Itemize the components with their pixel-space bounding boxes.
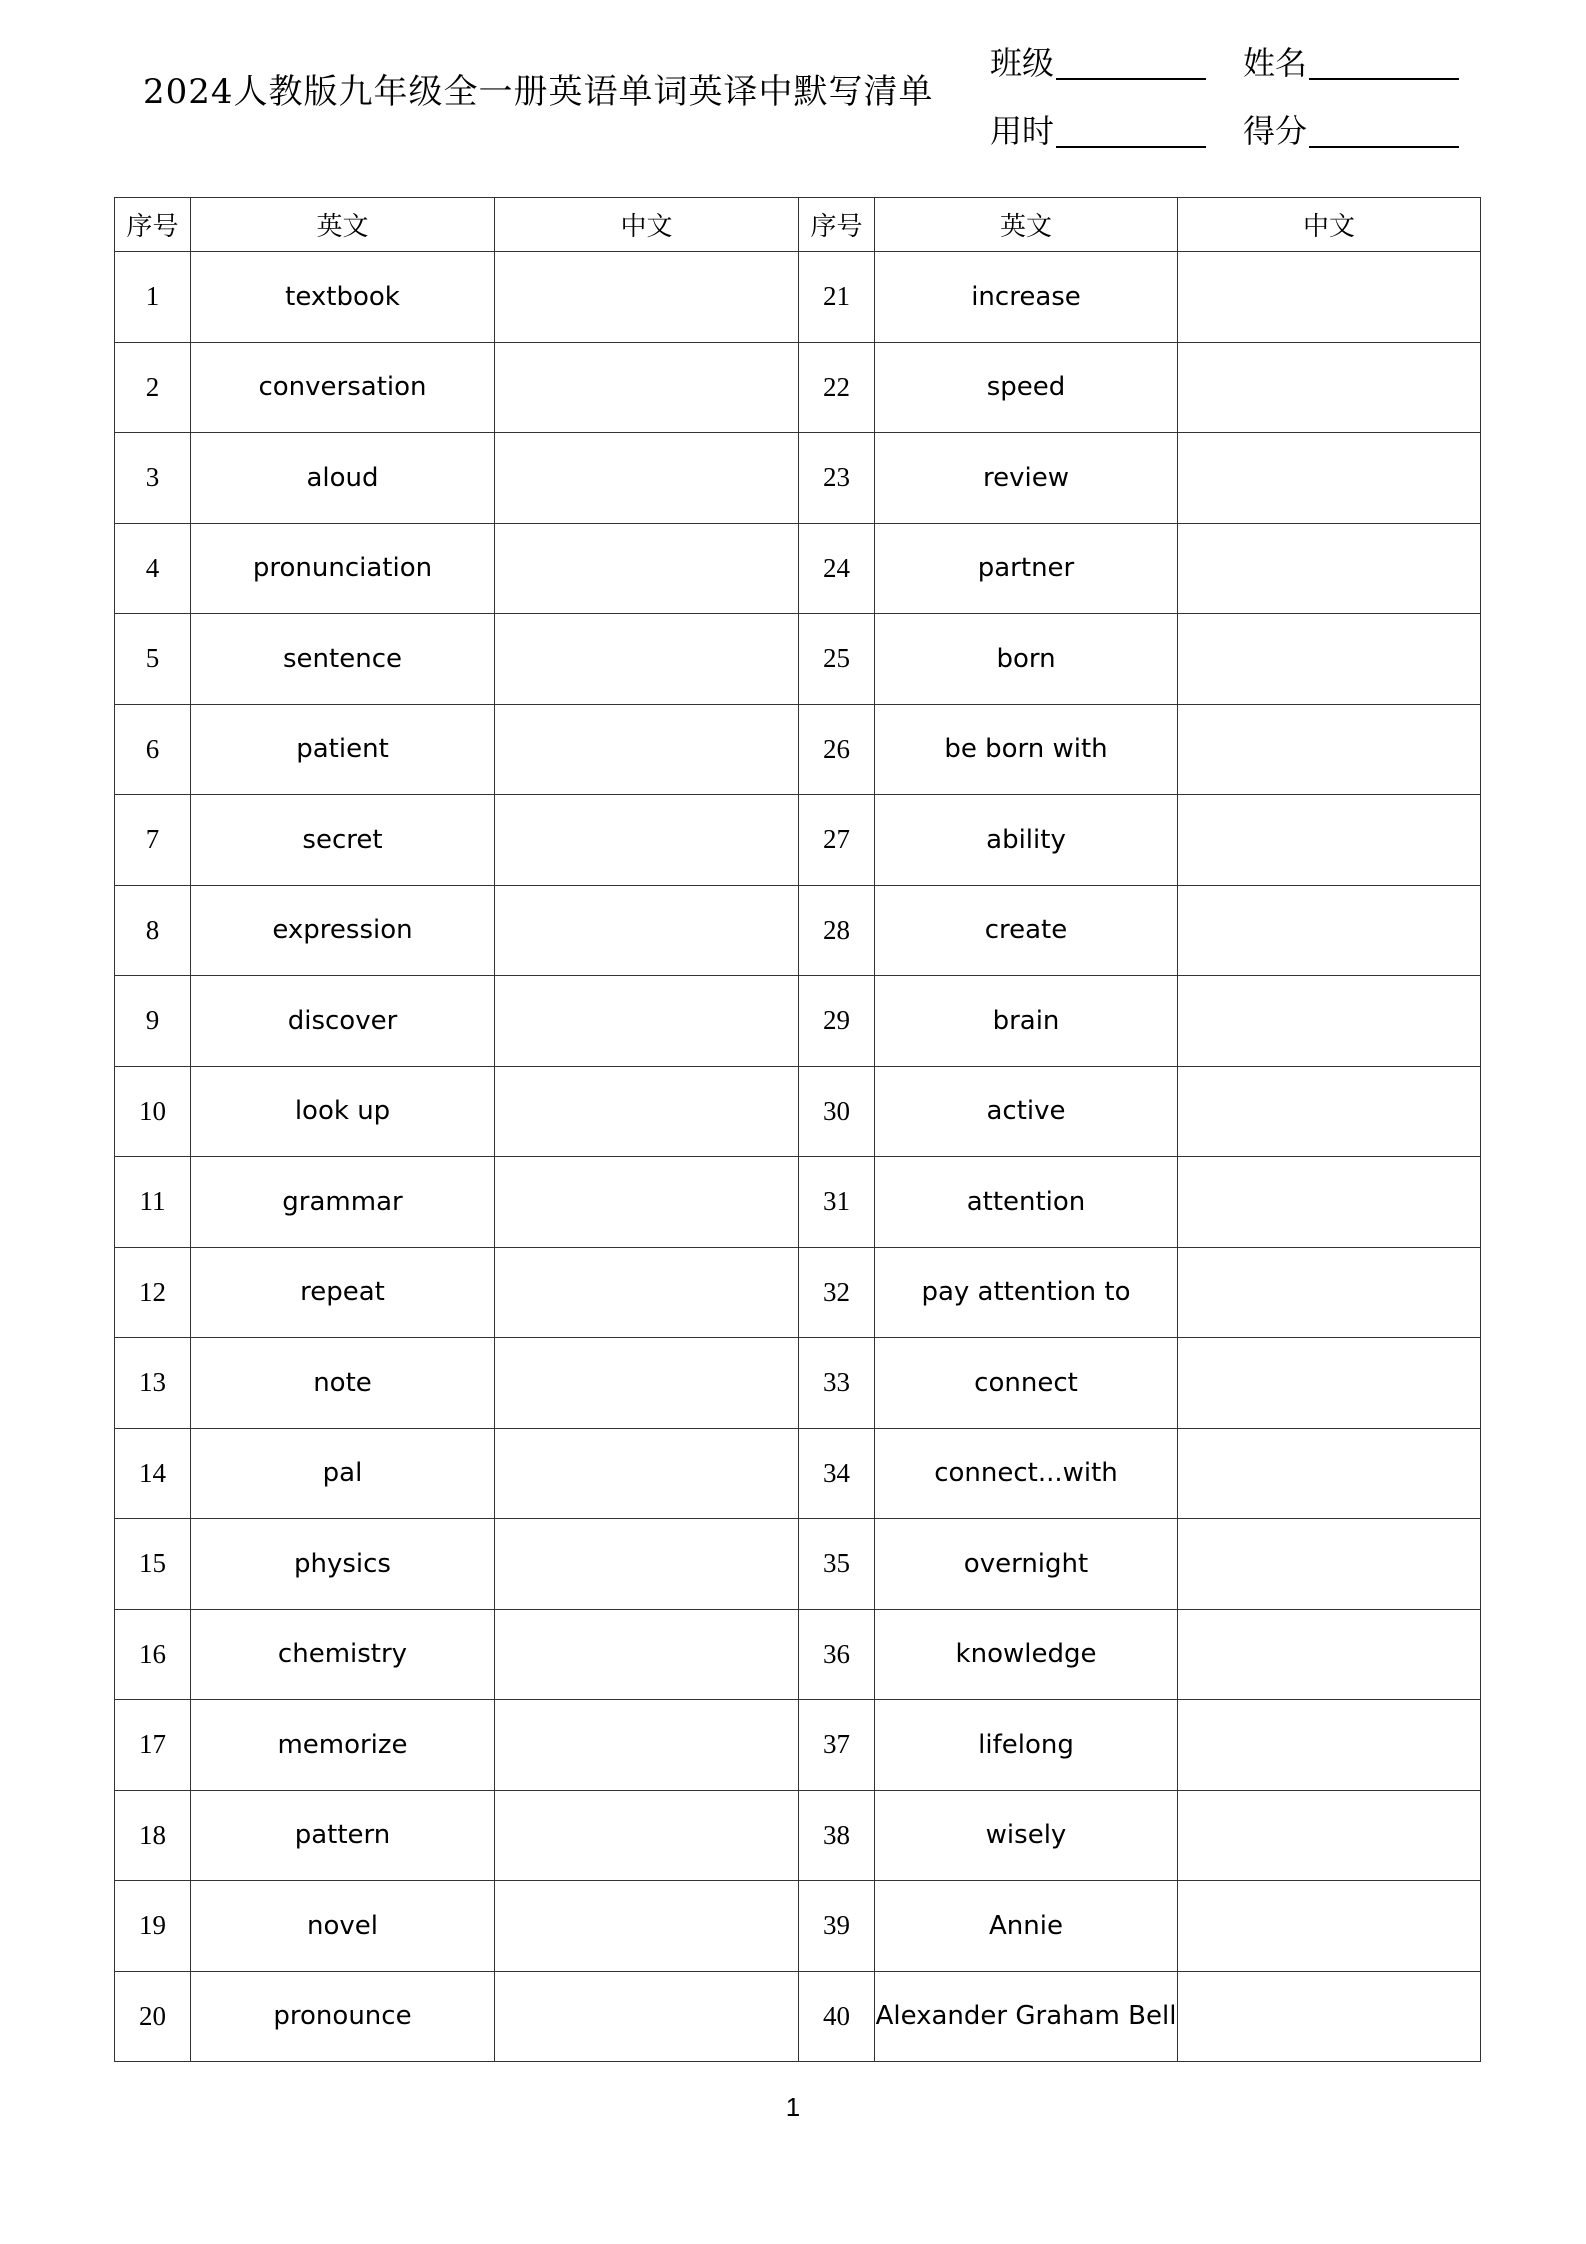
english-word: look up xyxy=(191,1066,495,1157)
table-row xyxy=(115,342,1481,433)
english-word: pronounce xyxy=(191,1971,495,2062)
row-number: 10 xyxy=(115,1066,191,1157)
table-row xyxy=(115,1971,1481,2062)
table-row xyxy=(115,1790,1481,1881)
english-word: create xyxy=(875,885,1178,976)
english-word: born xyxy=(875,614,1178,705)
english-word: brain xyxy=(875,976,1178,1067)
row-number: 20 xyxy=(115,1971,191,2062)
chinese-answer-cell[interactable] xyxy=(1178,252,1481,343)
english-word: knowledge xyxy=(875,1609,1178,1700)
chinese-answer-cell[interactable] xyxy=(495,976,799,1067)
table-row xyxy=(115,1338,1481,1429)
row-number: 5 xyxy=(115,614,191,705)
english-word: grammar xyxy=(191,1157,495,1248)
column-header-chinese: 中文 xyxy=(495,198,799,252)
row-number: 35 xyxy=(799,1519,875,1610)
chinese-answer-cell[interactable] xyxy=(495,1519,799,1610)
chinese-answer-cell[interactable] xyxy=(1178,1066,1481,1157)
english-word: pal xyxy=(191,1428,495,1519)
english-word: note xyxy=(191,1338,495,1429)
chinese-answer-cell[interactable] xyxy=(1178,433,1481,524)
row-number: 2 xyxy=(115,342,191,433)
chinese-answer-cell[interactable] xyxy=(495,1247,799,1338)
row-number: 36 xyxy=(799,1609,875,1700)
english-word: memorize xyxy=(191,1700,495,1791)
table-row xyxy=(115,252,1481,343)
class-blank[interactable] xyxy=(1056,48,1206,80)
chinese-answer-cell[interactable] xyxy=(1178,1971,1481,2062)
row-number: 33 xyxy=(799,1338,875,1429)
chinese-answer-cell[interactable] xyxy=(1178,1157,1481,1248)
english-word: patient xyxy=(191,704,495,795)
row-number: 38 xyxy=(799,1790,875,1881)
english-word: physics xyxy=(191,1519,495,1610)
score-blank[interactable] xyxy=(1309,116,1459,148)
chinese-answer-cell[interactable] xyxy=(495,252,799,343)
row-number: 7 xyxy=(115,795,191,886)
english-word: connect xyxy=(875,1338,1178,1429)
chinese-answer-cell[interactable] xyxy=(495,433,799,524)
table-row xyxy=(115,1700,1481,1791)
table-row xyxy=(115,1881,1481,1972)
chinese-answer-cell[interactable] xyxy=(1178,1700,1481,1791)
english-word: Annie xyxy=(875,1881,1178,1972)
name-blank[interactable] xyxy=(1309,48,1459,80)
english-word: review xyxy=(875,433,1178,524)
table-row xyxy=(115,1157,1481,1248)
chinese-answer-cell[interactable] xyxy=(495,795,799,886)
row-number: 39 xyxy=(799,1881,875,1972)
english-word: be born with xyxy=(875,704,1178,795)
english-word: pronunciation xyxy=(191,523,495,614)
chinese-answer-cell[interactable] xyxy=(495,614,799,705)
score-label: 得分 xyxy=(1243,112,1308,150)
chinese-answer-cell[interactable] xyxy=(495,1881,799,1972)
row-number: 4 xyxy=(115,523,191,614)
english-word: lifelong xyxy=(875,1700,1178,1791)
chinese-answer-cell[interactable] xyxy=(495,885,799,976)
english-word: conversation xyxy=(191,342,495,433)
row-number: 16 xyxy=(115,1609,191,1700)
chinese-answer-cell[interactable] xyxy=(1178,1247,1481,1338)
class-label: 班级 xyxy=(990,44,1055,82)
row-number: 1 xyxy=(115,252,191,343)
row-number: 28 xyxy=(799,885,875,976)
class-field[interactable] xyxy=(990,38,1206,84)
chinese-answer-cell[interactable] xyxy=(1178,976,1481,1067)
row-number: 13 xyxy=(115,1338,191,1429)
english-word: chemistry xyxy=(191,1609,495,1700)
row-number: 19 xyxy=(115,1881,191,1972)
chinese-answer-cell[interactable] xyxy=(495,1066,799,1157)
english-word: wisely xyxy=(875,1790,1178,1881)
english-word: secret xyxy=(191,795,495,886)
table-row xyxy=(115,1247,1481,1338)
english-word: novel xyxy=(191,1881,495,1972)
row-number: 25 xyxy=(799,614,875,705)
table-header-row xyxy=(115,198,1481,252)
column-header-number: 序号 xyxy=(115,198,191,252)
row-number: 32 xyxy=(799,1247,875,1338)
row-number: 9 xyxy=(115,976,191,1067)
table-body xyxy=(115,252,1481,2062)
table-row xyxy=(115,885,1481,976)
chinese-answer-cell[interactable] xyxy=(1178,795,1481,886)
chinese-answer-cell[interactable] xyxy=(495,342,799,433)
chinese-answer-cell[interactable] xyxy=(1178,1428,1481,1519)
row-number: 23 xyxy=(799,433,875,524)
row-number: 6 xyxy=(115,704,191,795)
chinese-answer-cell[interactable] xyxy=(1178,1790,1481,1881)
table-row xyxy=(115,1519,1481,1610)
row-number: 17 xyxy=(115,1700,191,1791)
chinese-answer-cell[interactable] xyxy=(1178,614,1481,705)
row-number: 12 xyxy=(115,1247,191,1338)
name-field[interactable] xyxy=(1243,38,1459,84)
row-number: 31 xyxy=(799,1157,875,1248)
english-word: expression xyxy=(191,885,495,976)
table-row xyxy=(115,795,1481,886)
row-number: 30 xyxy=(799,1066,875,1157)
column-header-english: 英文 xyxy=(191,198,495,252)
row-number: 40 xyxy=(799,1971,875,2062)
chinese-answer-cell[interactable] xyxy=(495,704,799,795)
score-field[interactable] xyxy=(1243,106,1459,152)
english-word: Alexander Graham Bell xyxy=(875,1971,1178,2062)
row-number: 22 xyxy=(799,342,875,433)
row-number: 3 xyxy=(115,433,191,524)
table-row xyxy=(115,523,1481,614)
table-row xyxy=(115,1609,1481,1700)
english-word: sentence xyxy=(191,614,495,705)
time-label: 用时 xyxy=(990,112,1055,150)
time-blank[interactable] xyxy=(1056,116,1206,148)
column-header-english: 英文 xyxy=(875,198,1178,252)
chinese-answer-cell[interactable] xyxy=(495,1700,799,1791)
chinese-answer-cell[interactable] xyxy=(495,1157,799,1248)
row-number: 11 xyxy=(115,1157,191,1248)
english-word: pattern xyxy=(191,1790,495,1881)
chinese-answer-cell[interactable] xyxy=(1178,1519,1481,1610)
english-word: overnight xyxy=(875,1519,1178,1610)
chinese-answer-cell[interactable] xyxy=(495,523,799,614)
table-row xyxy=(115,433,1481,524)
row-number: 14 xyxy=(115,1428,191,1519)
chinese-answer-cell[interactable] xyxy=(1178,523,1481,614)
chinese-answer-cell[interactable] xyxy=(495,1338,799,1429)
chinese-answer-cell[interactable] xyxy=(1178,342,1481,433)
english-word: attention xyxy=(875,1157,1178,1248)
chinese-answer-cell[interactable] xyxy=(1178,704,1481,795)
row-number: 27 xyxy=(799,795,875,886)
chinese-answer-cell[interactable] xyxy=(1178,1338,1481,1429)
row-number: 8 xyxy=(115,885,191,976)
row-number: 21 xyxy=(799,252,875,343)
english-word: partner xyxy=(875,523,1178,614)
table-row xyxy=(115,614,1481,705)
chinese-answer-cell[interactable] xyxy=(495,1609,799,1700)
table-row xyxy=(115,1428,1481,1519)
row-number: 24 xyxy=(799,523,875,614)
english-word: connect...with xyxy=(875,1428,1178,1519)
english-word: textbook xyxy=(191,252,495,343)
english-word: active xyxy=(875,1066,1178,1157)
english-word: speed xyxy=(875,342,1178,433)
english-word: pay attention to xyxy=(875,1247,1178,1338)
english-word: increase xyxy=(875,252,1178,343)
english-word: repeat xyxy=(191,1247,495,1338)
page-title: 2024人教版九年级全一册英语单词英译中默写清单 xyxy=(143,72,934,112)
row-number: 18 xyxy=(115,1790,191,1881)
row-number: 34 xyxy=(799,1428,875,1519)
page-number: 1 xyxy=(785,2092,801,2122)
vocabulary-table xyxy=(114,197,1481,2062)
english-word: discover xyxy=(191,976,495,1067)
column-header-chinese: 中文 xyxy=(1178,198,1481,252)
column-header-number: 序号 xyxy=(799,198,875,252)
name-label: 姓名 xyxy=(1243,44,1308,82)
table-row xyxy=(115,1066,1481,1157)
chinese-answer-cell[interactable] xyxy=(495,1971,799,2062)
row-number: 37 xyxy=(799,1700,875,1791)
chinese-answer-cell[interactable] xyxy=(1178,1881,1481,1972)
chinese-answer-cell[interactable] xyxy=(1178,1609,1481,1700)
table-row xyxy=(115,704,1481,795)
time-field[interactable] xyxy=(990,106,1206,152)
chinese-answer-cell[interactable] xyxy=(1178,885,1481,976)
table-row xyxy=(115,976,1481,1067)
chinese-answer-cell[interactable] xyxy=(495,1790,799,1881)
english-word: aloud xyxy=(191,433,495,524)
row-number: 15 xyxy=(115,1519,191,1610)
row-number: 29 xyxy=(799,976,875,1067)
english-word: ability xyxy=(875,795,1178,886)
row-number: 26 xyxy=(799,704,875,795)
chinese-answer-cell[interactable] xyxy=(495,1428,799,1519)
